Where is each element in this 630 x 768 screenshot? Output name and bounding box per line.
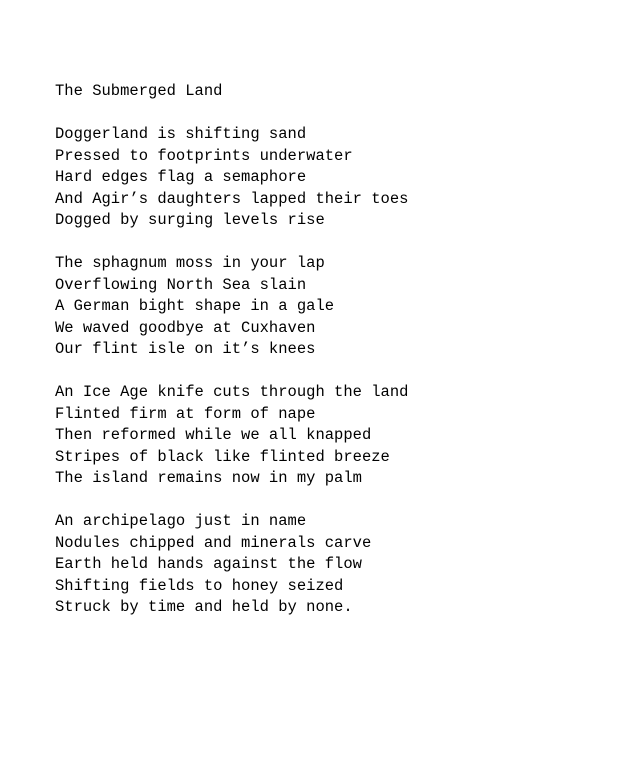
poem-title: The Submerged Land	[55, 82, 223, 100]
poem-line: Nodules chipped and minerals carve	[55, 533, 372, 552]
stanza	[55, 382, 615, 490]
poem-line: Earth held hands against the flow	[55, 555, 362, 573]
poem-line: Shifting fields to honey seized	[55, 576, 344, 595]
poem-line: An archipelago just in name	[55, 512, 307, 530]
poem-line: Struck by time and held by none.	[55, 598, 353, 616]
poem-line: And Agir’s daughters lapped their toes	[55, 189, 409, 208]
stanza	[55, 511, 615, 619]
poem-line: We waved goodbye at Cuxhaven	[55, 318, 316, 337]
poem-line: Stripes of black like flinted breeze	[55, 447, 390, 466]
poem-line: Pressed to footprints underwater	[55, 146, 353, 165]
stanza	[55, 253, 615, 361]
stanza	[55, 124, 615, 232]
poem-line: Dogged by surging levels rise	[55, 211, 325, 229]
poem-line: Hard edges flag a semaphore	[55, 168, 307, 186]
poem-line: Doggerland is shifting sand	[55, 125, 307, 143]
poem-page	[55, 81, 615, 640]
poem-line: A German bight shape in a gale	[55, 297, 335, 315]
poem-line: Flinted firm at form of nape	[55, 404, 316, 423]
poem-line: The island remains now in my palm	[55, 469, 362, 487]
poem-line: An Ice Age knife cuts through the land	[55, 383, 409, 401]
poem-line: Overflowing North Sea slain	[55, 275, 307, 294]
poem-line: Then reformed while we all knapped	[55, 426, 372, 444]
poem-line: The sphagnum moss in your lap	[55, 254, 325, 272]
poem-line: Our flint isle on it’s knees	[55, 340, 316, 358]
